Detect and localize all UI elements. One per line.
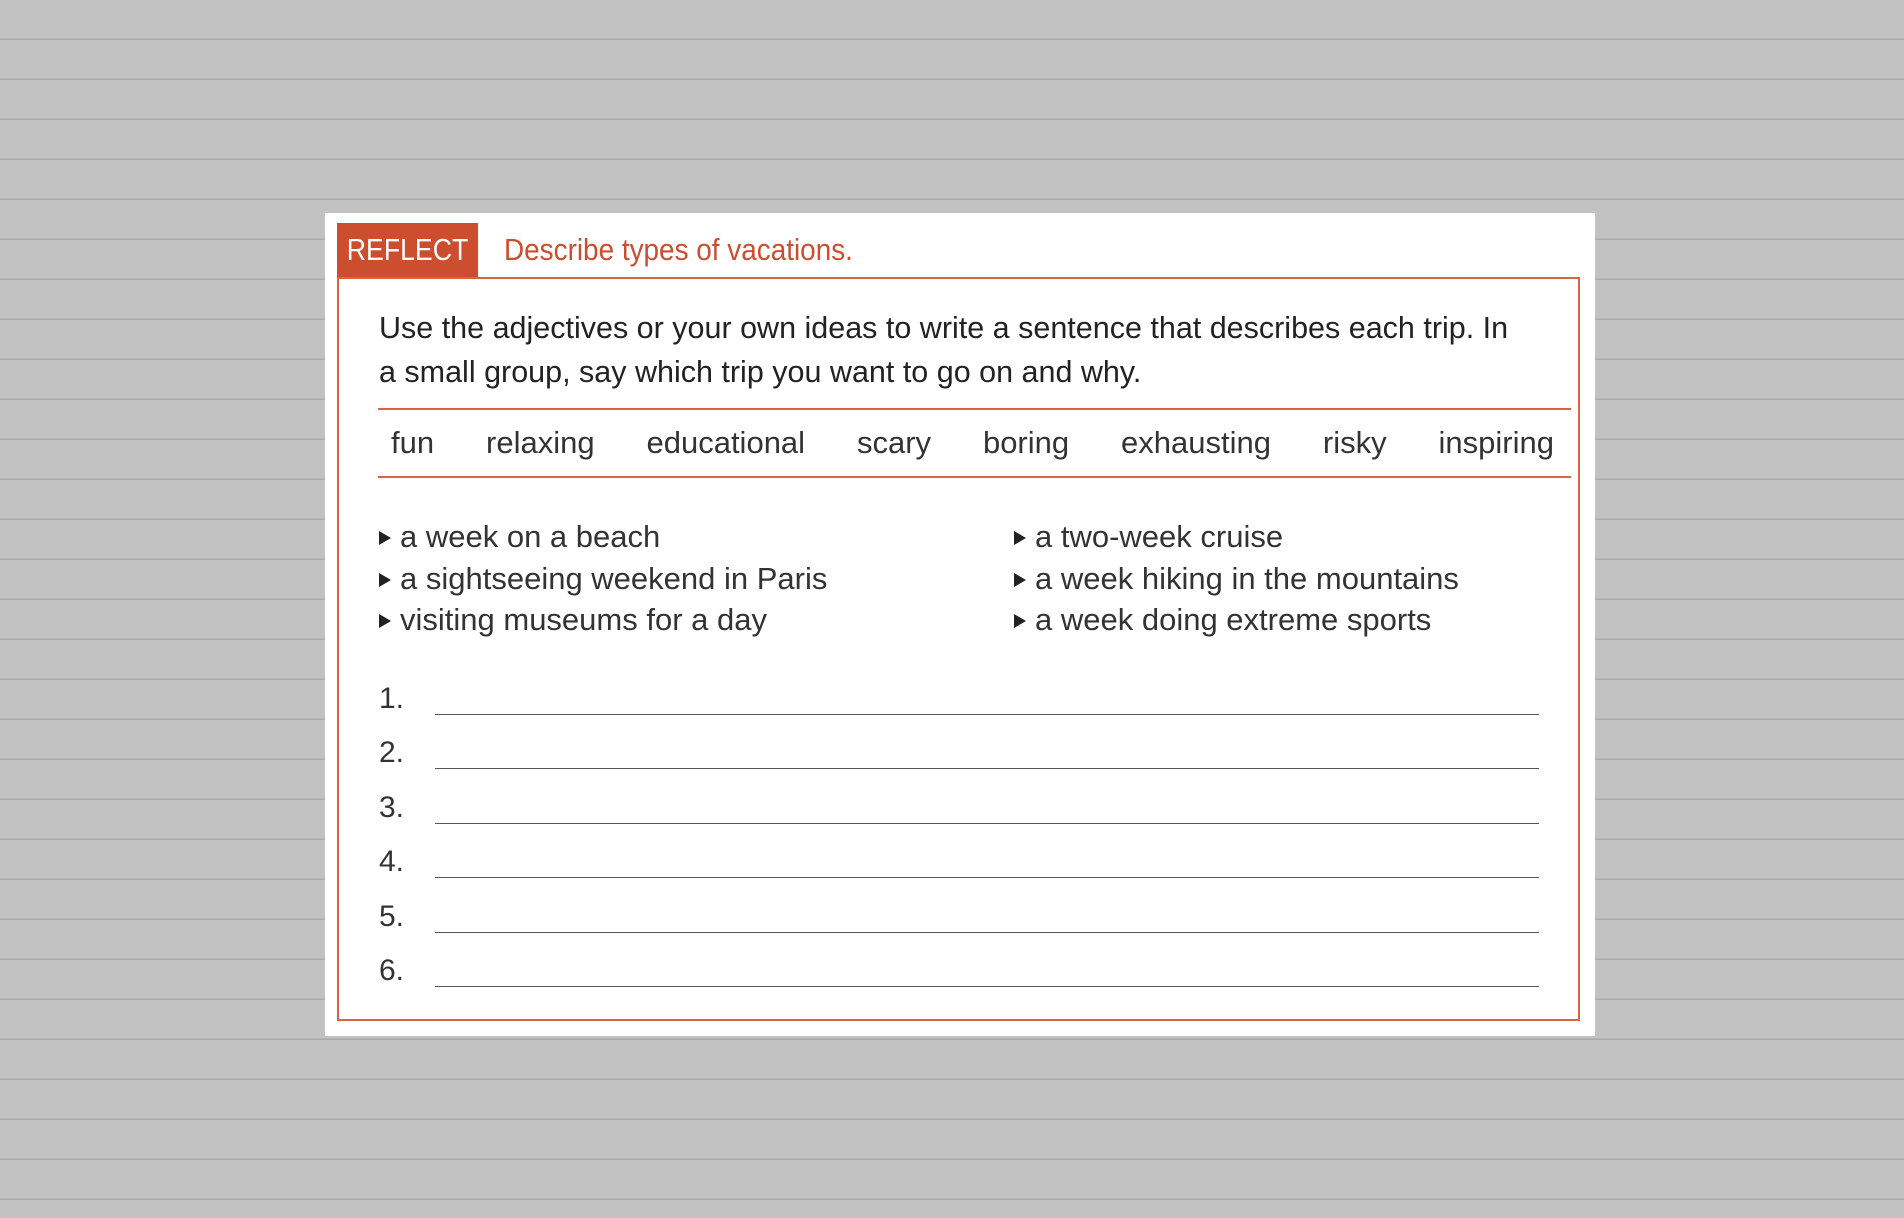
reflect-card	[325, 213, 1595, 1036]
reflect-tag: REFLECT	[337, 223, 478, 277]
answer-number: 1.	[379, 682, 405, 715]
triangle-bullet-icon	[1014, 573, 1026, 587]
adjective-word: inspiring	[1438, 425, 1554, 460]
answer-lines	[379, 679, 1539, 1005]
trip-item	[379, 516, 827, 558]
trip-label: a week doing extreme sports	[1035, 602, 1432, 637]
trip-label: a week hiking in the mountains	[1035, 560, 1459, 596]
adjective-word: relaxing	[486, 425, 595, 460]
triangle-bullet-icon	[1014, 531, 1026, 545]
instructions-text: Use the adjectives or your own ideas to write a sentence that describes each trip. In a small group, say which trip you want to go on and why.	[379, 311, 1509, 389]
triangle-bullet-icon	[379, 531, 391, 545]
triangle-bullet-icon	[379, 614, 391, 628]
answer-line[interactable]	[435, 768, 1539, 769]
trip-item	[379, 599, 827, 641]
adjective-word: boring	[982, 425, 1070, 460]
triangle-bullet-icon	[379, 573, 391, 587]
adjective-word: educational	[646, 425, 806, 460]
adjective-word: scary	[856, 425, 932, 460]
answer-line[interactable]	[435, 932, 1539, 933]
answer-row	[379, 951, 1539, 1005]
answer-row	[379, 788, 1539, 842]
trip-column-right	[1014, 516, 1459, 641]
trip-label: a two-week cruise	[1035, 519, 1284, 554]
answer-number: 2.	[379, 736, 405, 770]
adjective-word: risky	[1322, 425, 1387, 460]
adjective-word-box	[378, 408, 1571, 478]
trip-item	[1014, 516, 1459, 558]
trip-column-left	[379, 516, 827, 641]
answer-number: 5.	[379, 899, 405, 933]
trip-item	[1014, 599, 1459, 641]
section-title: Describe types of vacations.	[504, 232, 853, 267]
answer-line[interactable]	[435, 986, 1539, 987]
answer-number: 4.	[379, 845, 405, 879]
answer-number: 6.	[379, 953, 405, 987]
answer-row	[379, 679, 1539, 733]
answer-row	[379, 842, 1539, 896]
answer-line[interactable]	[435, 823, 1539, 824]
answer-line[interactable]	[435, 877, 1539, 878]
answer-row	[379, 733, 1539, 787]
adjective-word: exhausting	[1121, 425, 1271, 460]
answer-line[interactable]	[435, 714, 1539, 715]
trip-label: a sightseeing weekend in Paris	[400, 560, 828, 596]
triangle-bullet-icon	[1014, 614, 1026, 628]
answer-row	[379, 897, 1539, 951]
trip-item	[1014, 558, 1459, 600]
trip-label: visiting museums for a day	[400, 602, 767, 637]
trip-label: a week on a beach	[400, 519, 661, 554]
trip-item	[379, 558, 827, 600]
adjective-word: fun	[391, 425, 435, 460]
answer-number: 3.	[379, 790, 405, 824]
